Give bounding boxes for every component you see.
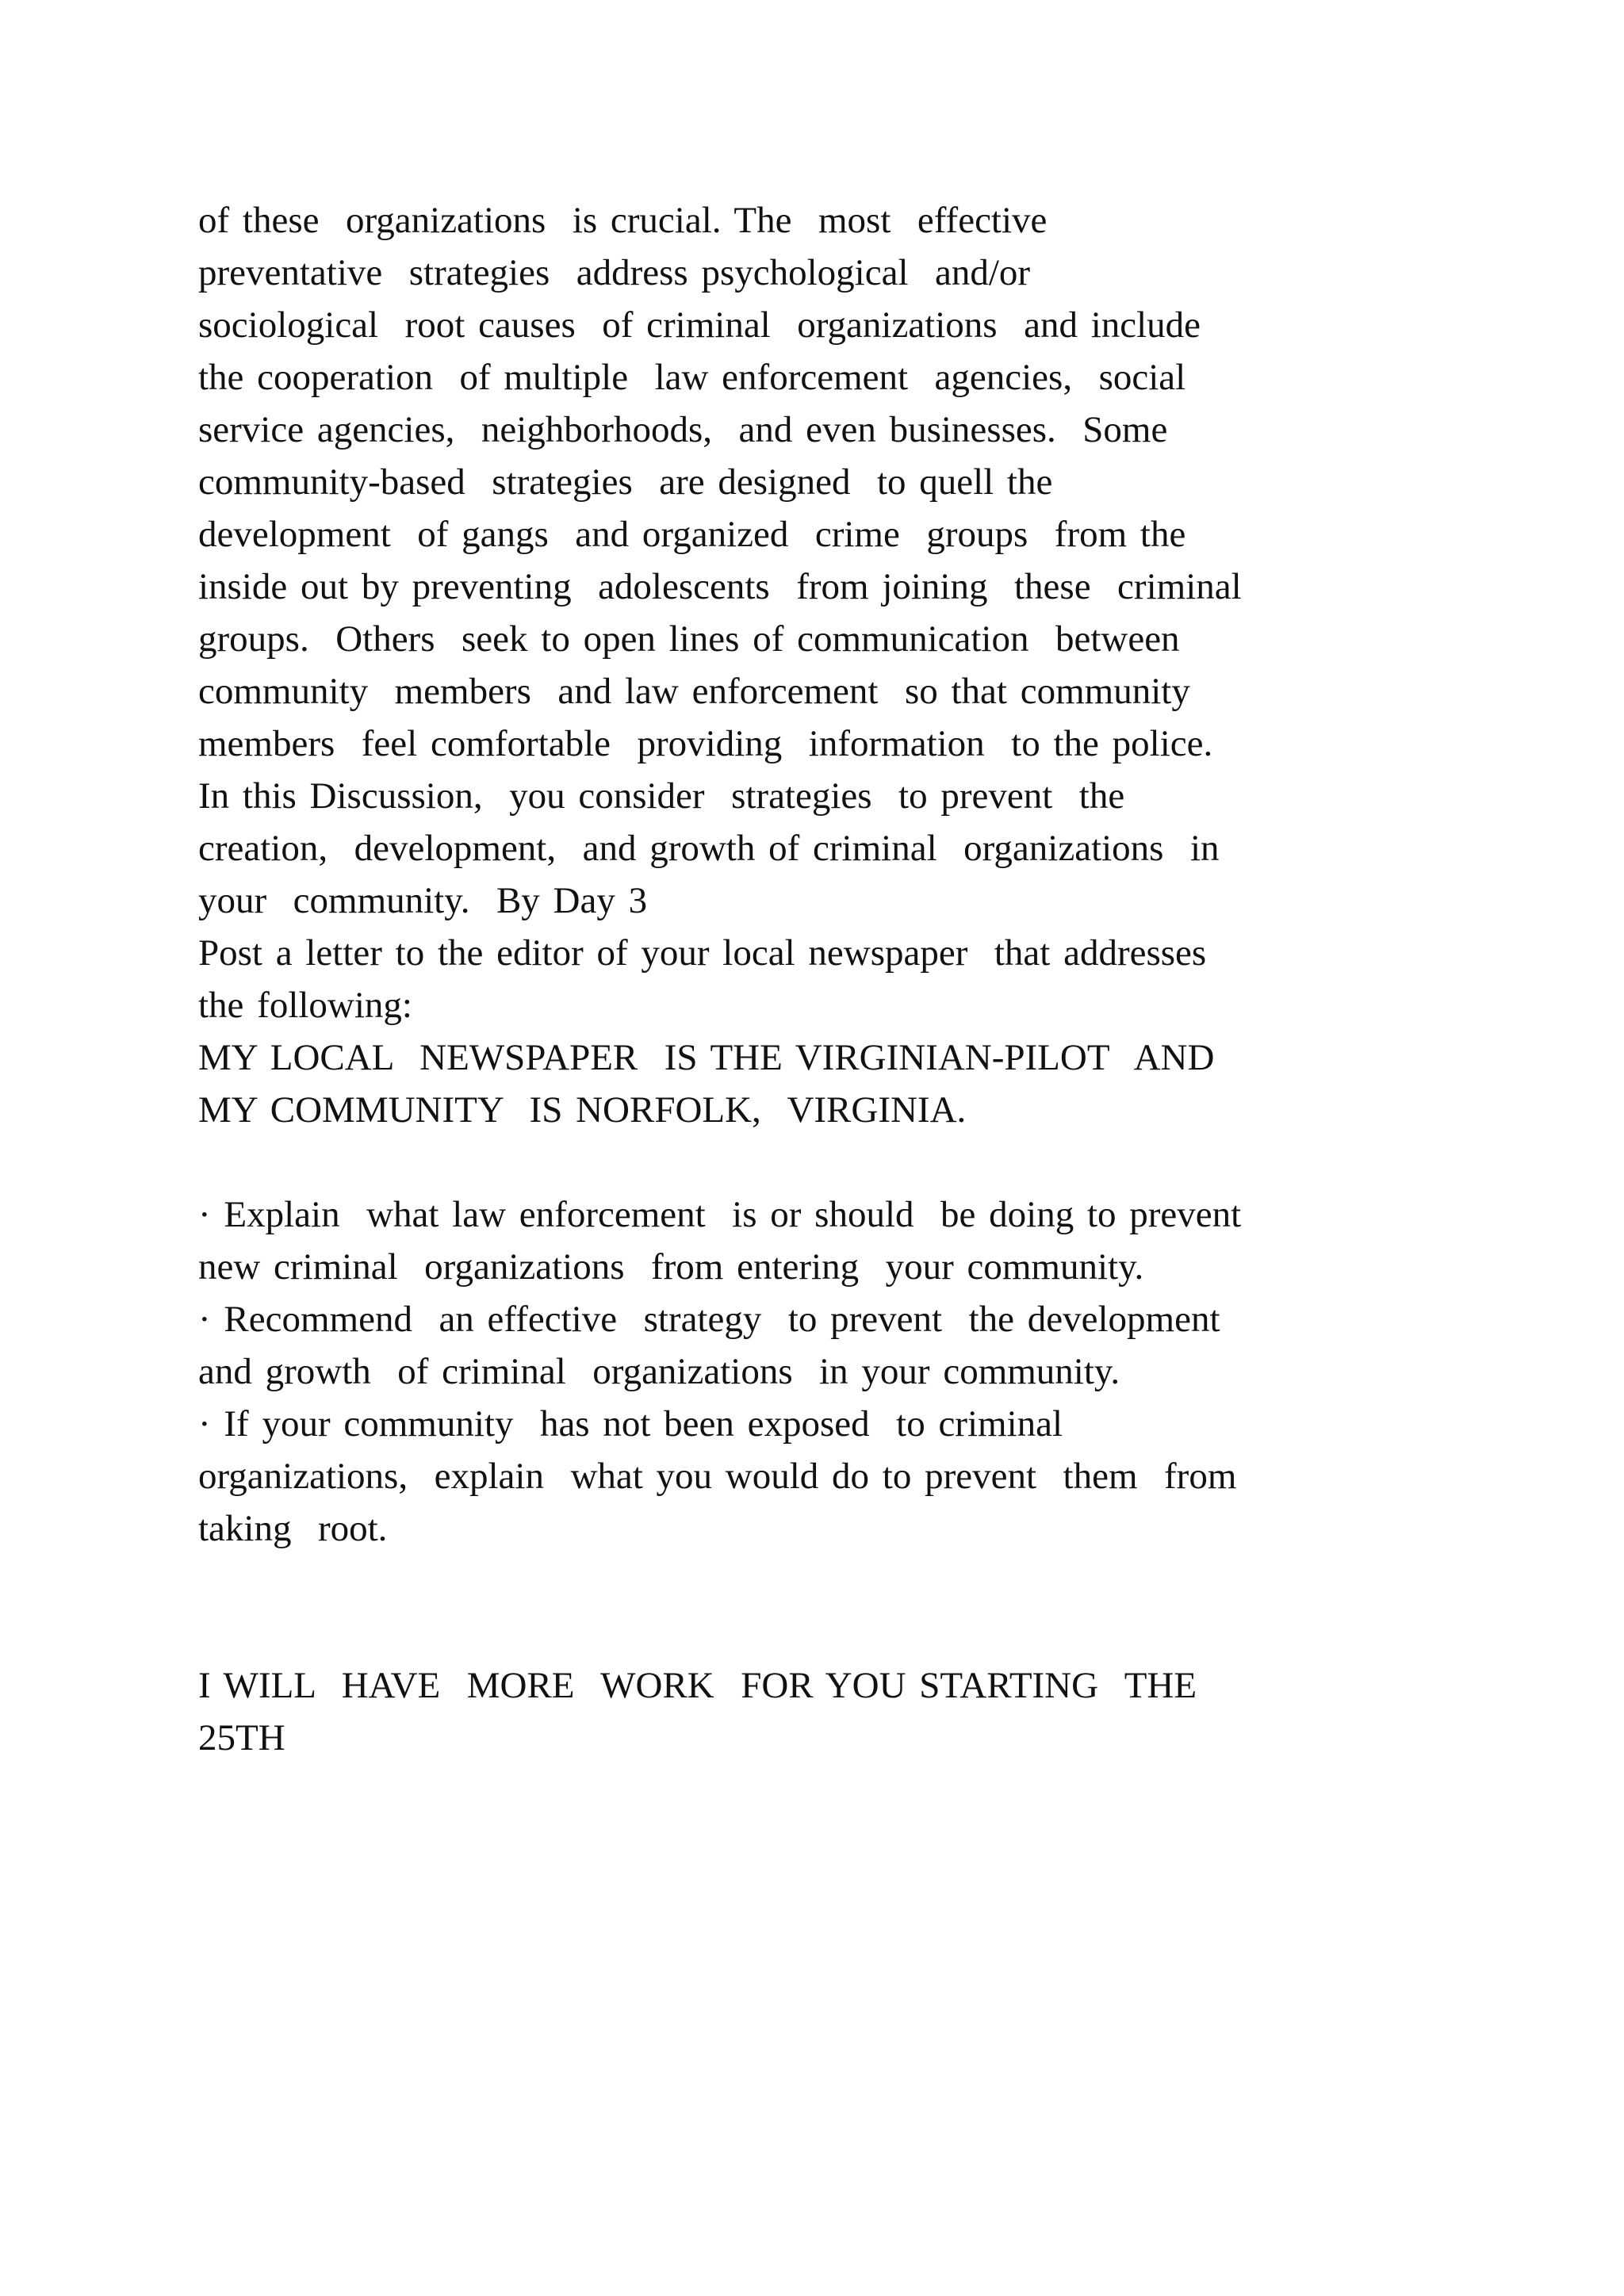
text-line: organizations, explain what you would do to prevent them from [198,1456,1237,1497]
bullet-line: · Recommend an effective strategy to prevent the development [198,1299,1220,1340]
text-line: and growth of criminal organizations in your community. [198,1351,1120,1392]
text-line: I WILL HAVE MORE WORK FOR YOU STARTING THE [198,1665,1197,1706]
text-line: MY COMMUNITY IS NORFOLK, VIRGINIA. [198,1089,967,1131]
text-line: In this Discussion, you consider strategies to prevent the [198,775,1125,817]
text-line: members feel comfortable providing information to the police. [198,723,1213,764]
text-line: of these organizations is crucial. The most effective [198,200,1048,241]
text-line: the following: [198,985,412,1026]
text-line: groups. Others seek to open lines of communication between [198,618,1180,660]
text-line: 25TH [198,1717,285,1758]
text-line: sociological root causes of criminal organizations and include [198,304,1201,346]
text-line: your community. By Day 3 [198,880,648,921]
bullet-line: · If your community has not been exposed to criminal [198,1403,1063,1445]
text-line: community members and law enforcement so that community [198,671,1190,712]
text-line: Post a letter to the editor of your local newspaper that addresses [198,932,1207,974]
text-line: preventative strategies address psychological and/or [198,252,1031,293]
text-line: inside out by preventing adolescents from joining these criminal [198,566,1242,607]
bullet-line: · Explain what law enforcement is or should be doing to prevent [198,1194,1242,1235]
text-line: MY LOCAL NEWSPAPER IS THE VIRGINIAN-PILOT AND [198,1037,1215,1078]
text-line: community-based strategies are designed to quell the [198,461,1053,503]
text-line: new criminal organizations from entering your community. [198,1246,1144,1288]
text-line: taking root. [198,1508,388,1549]
text-line: service agencies, neighborhoods, and even businesses. Some [198,409,1168,450]
text-line: the cooperation of multiple law enforcement agencies, social [198,357,1186,398]
text-line: development of gangs and organized crime groups from the [198,514,1186,555]
text-line: creation, development, and growth of criminal organizations in [198,828,1220,869]
